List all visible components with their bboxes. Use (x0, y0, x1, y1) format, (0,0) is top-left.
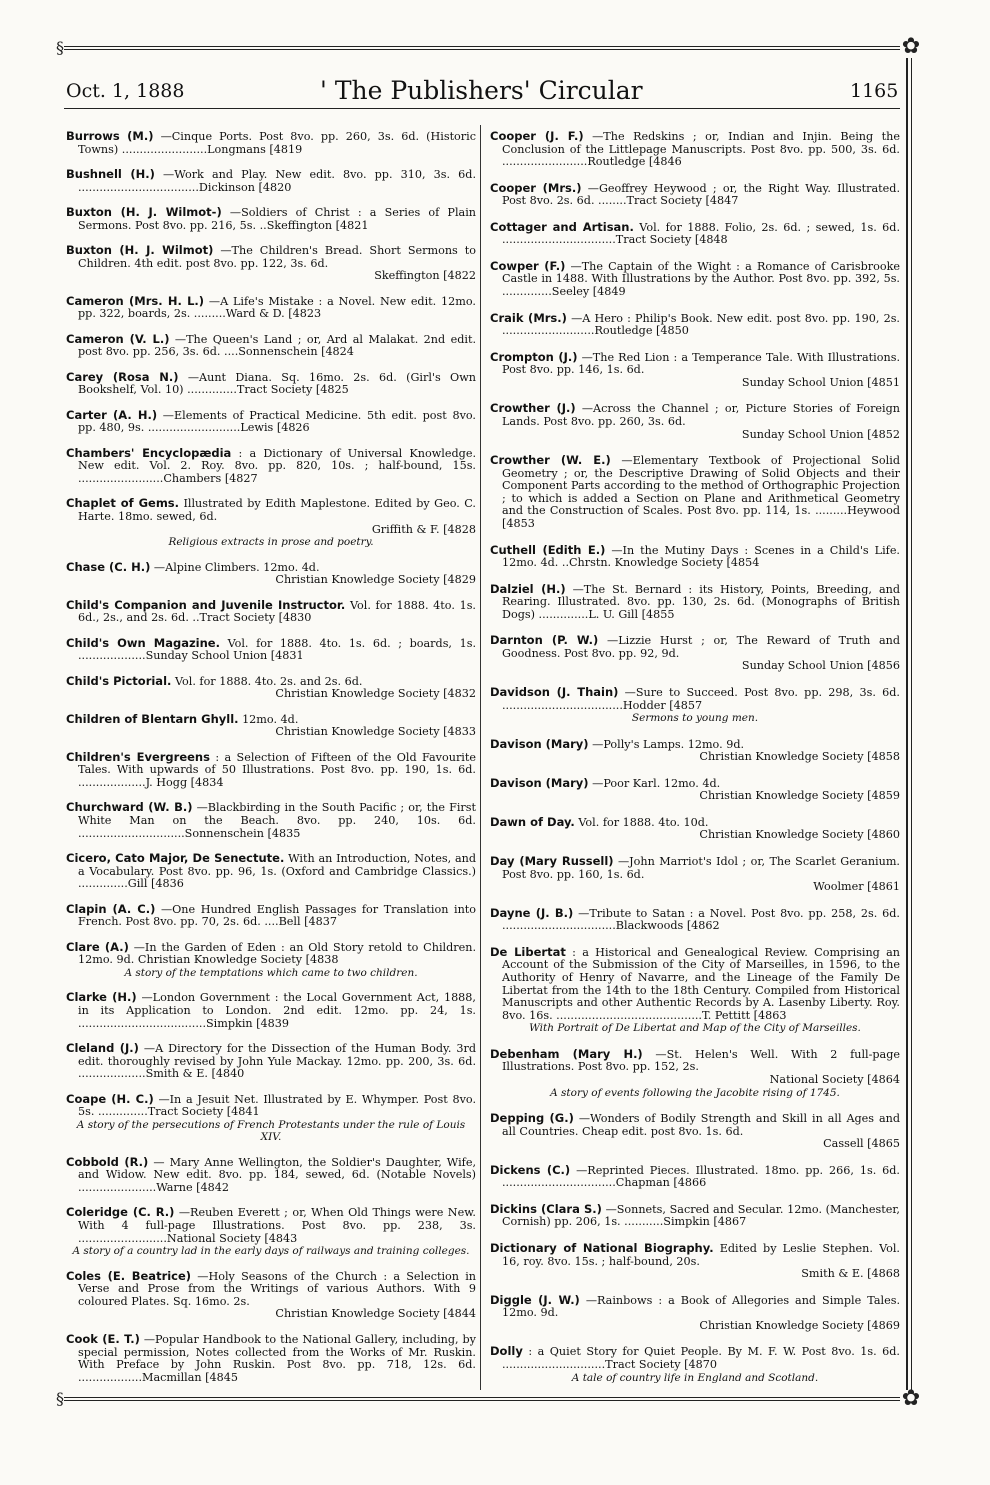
entry-body (490, 312, 900, 338)
entry-heading: Cook (E. T.) (66, 1331, 140, 1346)
entry-text: —Holy Seasons of the Church : a Selection in Verse and Prose from the Writings of various Authors. With 9 coloured Plates. Sq. 16mo. 2s. (78, 1269, 476, 1308)
entry-text: —Sonnets, Sacred and Secular. 12mo. (Manchester, Cornish) pp. 206, 1s. ...........Simpkin [4867 (502, 1202, 900, 1229)
entry-heading: Children of Blentarn Ghyll. (66, 711, 239, 726)
catalogue-entry (490, 583, 900, 622)
entry-heading: Chaplet of Gems. (66, 496, 180, 511)
entry-heading: Cameron (Mrs. H. L.) (66, 293, 205, 308)
entry-body (66, 941, 476, 967)
entry-text: Vol. for 1888. Folio, 2s. 6d. ; sewed, 1s. 6d. ................................Tract Society [4848 (502, 220, 901, 247)
entry-note: A story of the temptations which came to two children. (124, 966, 418, 979)
catalogue-entry (66, 675, 476, 701)
entry-text: —Elementary Textbook of Projectional Solid Geometry ; or, the Descriptive Drawing of Solid Objects and their Component Parts according to the method of Orthographic Projection ; to which is added a Section on Plane and Arithmetical Geometry and the Construction of Scales. Post 8vo. pp. 114, 1s. .........Heywood [4853 (502, 454, 900, 530)
entry-heading: Cobbold (R.) (66, 1154, 149, 1169)
entry-text: — Mary Anne Wellington, the Soldier's Daughter, Wife, and Widow. New edit. 8vo. pp. 184, sewed, 6d. (Notable Novels) ......................Warne [4842 (78, 1155, 476, 1195)
entry-heading: Cleland (J.) (66, 1041, 139, 1055)
entry-heading: Child's Companion and Juvenile Instructor. (66, 597, 346, 612)
entry-body (490, 634, 900, 660)
catalogue-entry (490, 1112, 900, 1151)
entry-text: —Blackbirding in the South Pacific ; or, the First White Man on the Beach. 8vo. pp. 240, 10s. 6d. ..............................Sonnenschein [4835 (78, 801, 477, 840)
entry-body (490, 1164, 900, 1190)
entry-text: —A Life's Mistake : a Novel. New edit. 12mo. pp. 322, boards, 2s. .........Ward & D. [4823 (78, 294, 476, 321)
entry-publisher: National Society [4864 (769, 1072, 900, 1086)
entry-text: —Wonders of Bodily Strength and Skill in all Ages and all Countries. Cheap edit. post 8vo. 1s. 6d. (502, 1112, 901, 1138)
entry-body (66, 1206, 476, 1245)
entry-heading: Clare (A.) (66, 939, 129, 954)
entry-body (490, 855, 900, 881)
catalogue-entry (490, 816, 900, 842)
entry-body (490, 260, 900, 299)
entry-note: A story of events following the Jacobite rising of 1745. (550, 1086, 840, 1099)
left-hook-ornament-bottom: § (56, 1389, 64, 1408)
left-hook-ornament-top: § (56, 38, 64, 57)
catalogue-entry (490, 402, 900, 441)
entry-body (66, 599, 476, 625)
entry-text: —Reprinted Pieces. Illustrated. 18mo. pp. 266, 1s. 6d. ................................Chapman [4866 (502, 1163, 900, 1190)
entry-heading: Chase (C. H.) (66, 559, 151, 574)
column-divider (480, 125, 481, 1390)
entry-text: —Across the Channel ; or, Picture Stories of Foreign Lands. Post 8vo. pp. 260, 3s. 6d. (502, 402, 900, 428)
entry-body (66, 751, 476, 790)
catalogue-entry (490, 738, 900, 764)
catalogue-entry (66, 295, 476, 321)
catalogue-entry (66, 1333, 476, 1384)
entry-publisher: Christian Knowledge Society [4833 (275, 725, 476, 739)
catalogue-entry (490, 312, 900, 338)
flower-ornament-top: ✿ (901, 34, 921, 59)
entry-heading: Carey (Rosa N.) (66, 369, 179, 384)
entry-text: —Elements of Practical Medicine. 5th edit. post 8vo. pp. 480, 9s. ..........................Lewis [4826 (78, 408, 476, 435)
entry-text: —In the Mutiny Days : Scenes in a Child's Life. 12mo. 4d. ..Chrstn. Knowledge Society [4854 (502, 543, 900, 570)
entry-body (66, 497, 476, 523)
entry-heading: Cottager and Artisan. (490, 219, 634, 234)
entry-text: Illustrated by Edith Maplestone. Edited by Geo. C. Harte. 18mo. sewed, 6d. (78, 497, 476, 524)
entry-heading: Diggle (J. W.) (490, 1292, 580, 1307)
entry-text: Vol. for 1888. 4to. 2s. and 2s. 6d. (174, 674, 363, 688)
entry-note: Sermons to young men. (631, 712, 759, 725)
entry-heading: Dickins (Clara S.) (490, 1201, 602, 1216)
entry-text: —The Red Lion : a Temperance Tale. With Illustrations. Post 8vo. pp. 146, 1s. 6d. (502, 350, 900, 377)
entry-body (66, 409, 476, 435)
entry-heading: Cooper (Mrs.) (490, 180, 582, 195)
bottom-rule-inner (64, 1400, 900, 1401)
entry-body (490, 907, 900, 933)
entry-note: A tale of country life in England and Scotland. (571, 1371, 819, 1384)
entry-body (490, 1048, 900, 1074)
catalogue-entry (66, 244, 476, 283)
entry-text: —The Redskins ; or, Indian and Injin. Being the Conclusion of the Littlepage Manuscripts. Post 8vo. pp. 500, 3s. 6d. ........................Routledge [4846 (502, 130, 900, 169)
entry-publisher: Christian Knowledge Society [4860 (699, 828, 900, 842)
entry-heading: Clapin (A. C.) (66, 901, 156, 916)
entry-heading: Dalziel (H.) (490, 581, 566, 596)
catalogue-entry (66, 1042, 476, 1081)
catalogue-entry (490, 454, 900, 531)
entry-text: —Lizzie Hurst ; or, The Reward of Truth and Goodness. Post 8vo. pp. 92, 9d. (502, 634, 901, 660)
entry-heading: Crowther (J.) (490, 401, 576, 416)
entry-publisher: Skeffington [4822 (374, 269, 476, 283)
entry-body (490, 686, 900, 712)
catalogue-entry (66, 130, 476, 156)
entry-text: —Cinque Ports. Post 8vo. pp. 260, 3s. 6d. (Historic Towns) ........................Longmans [4819 (78, 130, 476, 156)
catalogue-entry (66, 561, 476, 587)
entry-heading: Dayne (J. B.) (490, 905, 574, 920)
entry-note: A story of the persecutions of French Protestants under the rule of Louis XIV. (76, 1118, 466, 1144)
entry-body (66, 801, 476, 840)
entry-body (66, 713, 476, 727)
entry-heading: Burrows (M.) (66, 129, 154, 143)
entry-body (490, 1112, 900, 1138)
entry-heading: Buxton (H. J. Wilmot) (66, 243, 214, 258)
entry-text: —In a Jesuit Net. Illustrated by E. Whymper. Post 8vo. 5s. ..............Tract Society [4841 (78, 1092, 477, 1119)
entry-heading: Davison (Mary) (490, 736, 589, 751)
entry-heading: Coape (H. C.) (66, 1091, 154, 1106)
catalogue-entry (490, 1294, 900, 1333)
entry-text: —Sure to Succeed. Post 8vo. pp. 298, 3s. 6d. ..................................Hodder [4857 (502, 685, 900, 712)
header-page-number: 1165 (850, 80, 899, 102)
entry-text: —Reuben Everett ; or, When Old Things were New. With 4 full-page Illustrations. Post 8vo. pp. 238, 3s. .........................National Society [4843 (78, 1206, 476, 1245)
catalogue-entry (490, 1345, 900, 1384)
catalogue-entry (66, 1206, 476, 1257)
catalogue-entry (66, 751, 476, 790)
catalogue-entry (66, 168, 476, 194)
entry-body (66, 130, 476, 156)
entry-body (490, 1242, 900, 1268)
top-rule-inner (64, 49, 900, 50)
entry-heading: Craik (Mrs.) (490, 310, 567, 325)
catalogue-entry (490, 1048, 900, 1099)
entry-body (490, 1203, 900, 1229)
entry-publisher: Christian Knowledge Society [4859 (699, 789, 900, 803)
catalogue-entry (66, 371, 476, 397)
entry-text: Vol. for 1888. 4to. 1s. 6d., 2s., and 2s. 6d. ..Tract Society [4830 (78, 598, 476, 625)
entry-body (490, 182, 900, 208)
entry-publisher: Christian Knowledge Society [4869 (699, 1318, 900, 1332)
entry-text: —Work and Play. New edit. 8vo. pp. 310, 3s. 6d. ..................................Dickinson [4820 (78, 168, 476, 194)
entry-publisher: Christian Knowledge Society [4832 (275, 687, 476, 701)
entry-heading: Dictionary of National Biography. (490, 1240, 714, 1255)
entry-body (66, 1156, 476, 1195)
header-title: ' The Publishers' Circular (320, 76, 643, 105)
catalogue-entry (490, 946, 900, 1035)
entry-text: : a Dictionary of Universal Knowledge. New edit. Vol. 2. Roy. 8vo. pp. 820, 10s. ; half-bound, 15s. ........................Chambers [4827 (78, 446, 476, 486)
entry-heading: Coles (E. Beatrice) (66, 1268, 192, 1283)
entry-heading: Crowther (W. E.) (490, 453, 611, 468)
entry-body (66, 1042, 476, 1081)
catalogue-entry (490, 1203, 900, 1229)
header-date: Oct. 1, 1888 (66, 80, 185, 102)
entry-publisher: Smith & E. [4868 (801, 1267, 900, 1281)
entry-body (490, 777, 900, 791)
entry-heading: Cuthell (Edith E.) (490, 542, 606, 557)
entry-publisher: Sunday School Union [4856 (741, 659, 900, 673)
catalogue-entry (66, 991, 476, 1030)
entry-body (490, 1345, 900, 1371)
catalogue-entry (66, 1270, 476, 1321)
catalogue-entry (490, 1242, 900, 1281)
entry-publisher: Christian Knowledge Society [4829 (275, 573, 476, 587)
catalogue-entry (490, 855, 900, 894)
entry-heading: Cameron (V. L.) (66, 331, 170, 346)
entry-publisher: Sunday School Union [4852 (741, 427, 900, 441)
catalogue-entry (490, 260, 900, 299)
catalogue-entry (66, 497, 476, 548)
entry-heading: Debenham (Mary H.) (490, 1046, 643, 1061)
entry-heading: Cowper (F.) (490, 258, 566, 273)
entry-text: Vol. for 1888. 4to. 1s. 6d. ; boards, 1s. ...................Sunday School Union [4831 (78, 636, 476, 663)
top-rule (64, 46, 900, 47)
entry-body (66, 1270, 476, 1309)
entry-publisher: Cassell [4865 (823, 1137, 900, 1151)
entry-body (66, 991, 476, 1030)
side-rule-inner (911, 58, 912, 1390)
entry-text: —The Queen's Land ; or, Ard al Malakat. 2nd edit. post 8vo. pp. 256, 3s. 6d. ....Sonnenschein [4824 (78, 332, 476, 359)
entry-text: —A Directory for the Dissection of the Human Body. 3rd edit. thoroughly revised by John Yule Mackay. 12mo. pp. 200, 3s. 6d. ...................Smith & E. [4840 (78, 1042, 477, 1081)
entry-body (66, 561, 476, 575)
entry-heading: De Libertat (490, 944, 566, 959)
catalogue-entry (66, 1093, 476, 1144)
entry-text: —The St. Bernard : its History, Points, Breeding, and Rearing. Illustrated. 8vo. pp. 130, 2s. 6d. (Monographs of British Dogs) ..............L. U. Gill [4855 (502, 582, 900, 621)
entry-text: With an Introduction, Notes, and a Vocabulary. Post 8vo. pp. 96, 1s. (Oxford and Cambridge Classics.) ..............Gill [4836 (78, 852, 476, 891)
entry-publisher: Christian Knowledge Society [4858 (699, 750, 900, 764)
entry-body (490, 402, 900, 428)
entry-body (490, 946, 900, 1023)
catalogue-entry (490, 351, 900, 390)
catalogue-entry (66, 637, 476, 663)
catalogue-entry (490, 1164, 900, 1190)
entry-note: With Portrait of De Libertat and Map of the City of Marseilles. (529, 1022, 861, 1035)
bottom-rule (64, 1397, 900, 1398)
catalogue-entry (490, 130, 900, 169)
entry-body (66, 675, 476, 689)
entry-body (66, 637, 476, 663)
catalogue-entry (66, 599, 476, 625)
right-column (490, 130, 900, 1397)
entry-text: —Polly's Lamps. 12mo. 9d. (592, 737, 745, 751)
entry-text: Edited by Leslie Stephen. Vol. 16, roy. 8vo. 15s. ; half-bound, 20s. (502, 1241, 900, 1268)
entry-heading: Darnton (P. W.) (490, 633, 599, 648)
catalogue-entry (66, 447, 476, 486)
catalogue-entry (66, 713, 476, 739)
entry-heading: Child's Pictorial. (66, 673, 172, 688)
catalogue-entry (490, 634, 900, 673)
entry-text: —The Children's Bread. Short Sermons to Children. 4th edit. post 8vo. pp. 122, 3s. 6d. (78, 244, 476, 270)
catalogue-entry (66, 852, 476, 891)
entry-text: —Geoffrey Heywood ; or, the Right Way. Illustrated. Post 8vo. 2s. 6d. ........Tract Society [4847 (502, 181, 900, 208)
entry-text: —Tribute to Satan : a Novel. Post 8vo. pp. 258, 2s. 6d. ................................Blackwoods [4862 (502, 906, 900, 933)
entry-text: —John Marriot's Idol ; or, The Scarlet Geranium. Post 8vo. pp. 160, 1s. 6d. (502, 854, 900, 881)
entry-heading: Clarke (H.) (66, 990, 137, 1005)
entry-heading: Dolly (490, 1344, 523, 1359)
entry-body (490, 544, 900, 570)
entry-text: : a Quiet Story for Quiet People. By M. F. W. Post 8vo. 1s. 6d. .............................Tract Society [4870 (502, 1345, 900, 1371)
entry-text: Vol. for 1888. 4to. 10d. (578, 815, 709, 829)
entry-text: : a Selection of Fifteen of the Old Favourite Tales. With upwards of 50 Illustrations. Post 8vo. pp. 190, 1s. 6d. ...................J. Hogg [4834 (78, 750, 476, 790)
entry-publisher: Griffith & F. [4828 (371, 522, 476, 536)
entry-body (490, 454, 900, 531)
catalogue-entry (490, 777, 900, 803)
entry-body (490, 130, 900, 169)
entry-heading: Davidson (J. Thain) (490, 684, 619, 699)
catalogue-entry (66, 1156, 476, 1195)
entry-heading: Day (Mary Russell) (490, 853, 614, 868)
entry-text: 12mo. 4d. (242, 712, 299, 726)
entry-text: —Popular Handbook to the National Gallery, including, by special permission, Notes collected from the Works of Mr. Ruskin. With Preface by John Ruskin. Post 8vo. pp. 718, 12s. 6d. ..................Macmillan [4845 (78, 1332, 476, 1384)
entry-heading: Carter (A. H.) (66, 407, 158, 422)
entry-heading: Coleridge (C. R.) (66, 1205, 175, 1220)
catalogue-entry (66, 409, 476, 435)
entry-heading: Children's Evergreens (66, 749, 210, 764)
flower-ornament-bottom: ✿ (901, 1386, 921, 1411)
entry-text: —The Captain of the Wight : a Romance of Carisbrooke Castle in 1488. With Illustrations by the Author. Post 8vo. pp. 392, 5s. ..............Seeley [4849 (502, 259, 901, 299)
entry-text: —Poor Karl. 12mo. 4d. (592, 776, 721, 790)
entry-body (490, 351, 900, 377)
entry-text: : a Historical and Genealogical Review. Comprising an Account of the Submission of the City of Marseilles, in 1596, to the Authority of Henry of Navarre, and the Lineage of the Family De Libertat from the 14th to the 18th Century. Compiled from Historical Manuscripts and other Authentic Records by A. Lasenby Liberty. Roy. 8vo. 16s. .........................................T. Pettitt [4863 (502, 945, 901, 1022)
entry-body (66, 447, 476, 486)
catalogue-entry (66, 801, 476, 840)
entry-heading: Davison (Mary) (490, 775, 589, 790)
entry-heading: Depping (G.) (490, 1111, 574, 1126)
catalogue-entry (490, 182, 900, 208)
entry-note: Religious extracts in prose and poetry. (168, 536, 374, 549)
entry-note: A story of a country lad in the early days of railways and training colleges. (72, 1245, 470, 1258)
entry-heading: Cicero, Cato Major, De Senectute. (66, 851, 285, 866)
catalogue-entry (490, 221, 900, 247)
entry-heading: Child's Own Magazine. (66, 635, 220, 650)
entry-publisher: Sunday School Union [4851 (741, 375, 900, 389)
entry-body (66, 1093, 476, 1119)
entry-text: —London Government : the Local Government Act, 1888, in its Application to London. 2nd edit. 12mo. pp. 24, 1s. ....................................Simpkin [4839 (78, 991, 476, 1030)
entry-text: —One Hundred English Passages for Translation into French. Post 8vo. pp. 70, 2s. 6d. ....Bell [4837 (78, 902, 477, 929)
catalogue-entry (66, 333, 476, 359)
entry-text: —Soldiers of Christ : a Series of Plain Sermons. Post 8vo. pp. 216, 5s. ..Skeffington [4821 (78, 206, 476, 232)
entry-body (66, 244, 476, 270)
left-column (66, 130, 476, 1396)
entry-heading: Buxton (H. J. Wilmot-) (66, 205, 222, 220)
entry-publisher: Christian Knowledge Society [4844 (275, 1307, 476, 1321)
entry-body (66, 206, 476, 232)
entry-body (490, 1294, 900, 1320)
entry-body (490, 583, 900, 622)
side-rule (906, 58, 908, 1390)
catalogue-entry (66, 903, 476, 929)
entry-heading: Dawn of Day. (490, 814, 575, 829)
header-rule (64, 108, 900, 109)
entry-text: —Alpine Climbers. 12mo. 4d. (153, 560, 320, 574)
entry-body (66, 295, 476, 321)
entry-publisher: Woolmer [4861 (813, 880, 900, 894)
entry-heading: Bushnell (H.) (66, 167, 155, 182)
entry-body (66, 903, 476, 929)
entry-text: —Aunt Diana. Sq. 16mo. 2s. 6d. (Girl's Own Bookshelf, Vol. 10) ..............Tract Society [4825 (78, 370, 476, 397)
entry-heading: Churchward (W. B.) (66, 800, 193, 815)
entry-text: —St. Helen's Well. With 2 full-page Illustrations. Post 8vo. pp. 152, 2s. (502, 1047, 900, 1074)
entry-body (66, 371, 476, 397)
catalogue-entry (66, 941, 476, 980)
entry-heading: Dickens (C.) (490, 1162, 571, 1177)
entry-body (66, 1333, 476, 1384)
catalogue-entry (490, 544, 900, 570)
entry-body (66, 333, 476, 359)
catalogue-entry (490, 686, 900, 725)
entry-body (490, 738, 900, 752)
entry-text: —In the Garden of Eden : an Old Story retold to Children. 12mo. 9d. Christian Knowledge Society [4838 (78, 940, 476, 967)
entry-body (66, 168, 476, 194)
catalogue-entry (490, 907, 900, 933)
entry-heading: Chambers' Encyclopædia (66, 445, 232, 460)
entry-body (490, 816, 900, 830)
entry-body (490, 221, 900, 247)
entry-body (66, 852, 476, 891)
entry-heading: Crompton (J.) (490, 349, 578, 364)
catalogue-entry (66, 206, 476, 232)
entry-text: —A Hero : Philip's Book. New edit. post 8vo. pp. 190, 2s. ..........................Routledge [4850 (502, 311, 900, 338)
entry-text: —Rainbows : a Book of Allegories and Simple Tales. 12mo. 9d. (502, 1293, 900, 1320)
entry-heading: Cooper (J. F.) (490, 129, 584, 143)
